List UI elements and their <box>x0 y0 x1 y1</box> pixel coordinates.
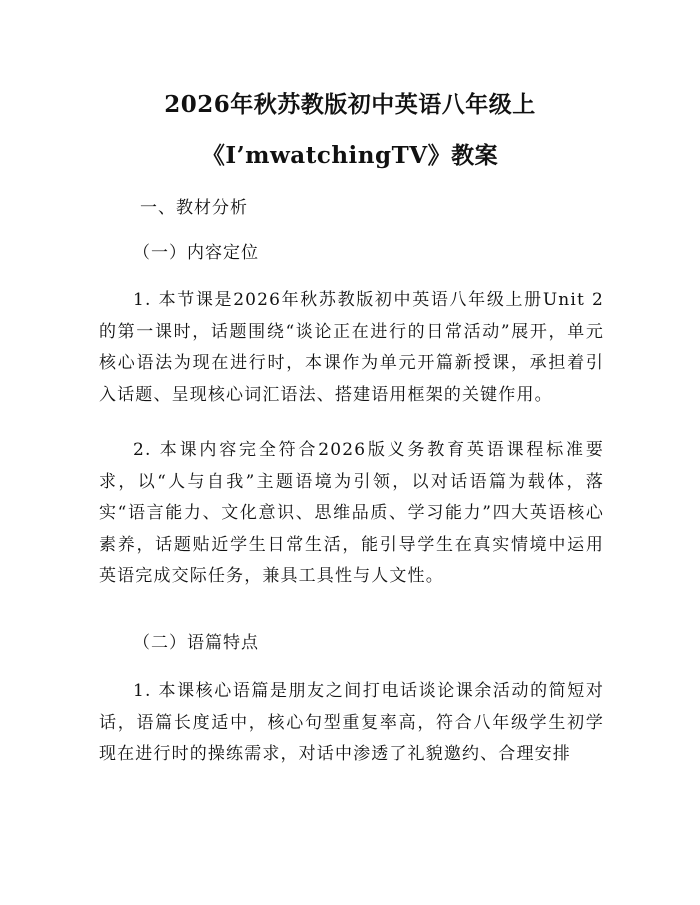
paragraph-text-features-1: 1. 本课核心语篇是朋友之间打电话谈论课余活动的简短对话，语篇长度适中，核心句型重复率高，符合八年级学生初学现在进行时的操练需求，对话中渗透了礼貌邀约、合理安排 <box>99 681 604 764</box>
subsection-heading-text-features: （二）语篇特点 <box>133 633 259 653</box>
subsection-heading-content-positioning: （一）内容定位 <box>133 243 259 263</box>
paragraph-content-positioning-2: 2. 本课内容完全符合2026版义务教育英语课程标准要求，以“人与自我”主题语境为引领，以对话语篇为载体，落实“语言能力、文化意识、思维品质、学习能力”四大英语核心素养，话题贴近学生日常生活，能引导学生在真实情境中运用英语完成交际任务，兼具工具性与人文性。 <box>99 440 604 586</box>
document-title-line-1: 2026年秋苏教版初中英语八年级上 <box>164 91 536 118</box>
section-heading-teaching-material-analysis: 一、教材分析 <box>140 198 248 218</box>
paragraph-content-positioning-1: 1. 本节课是2026年秋苏教版初中英语八年级上册Unit 2的第一课时，话题围绕“谈论正在进行的日常活动”展开，单元核心语法为现在进行时，本课作为单元开篇新授课，承担着引入话题、呈现核心词汇语法、搭建语用框架的关键作用。 <box>99 290 604 405</box>
document-title-line-2: 《I’mwatchingTV》教案 <box>201 142 499 169</box>
